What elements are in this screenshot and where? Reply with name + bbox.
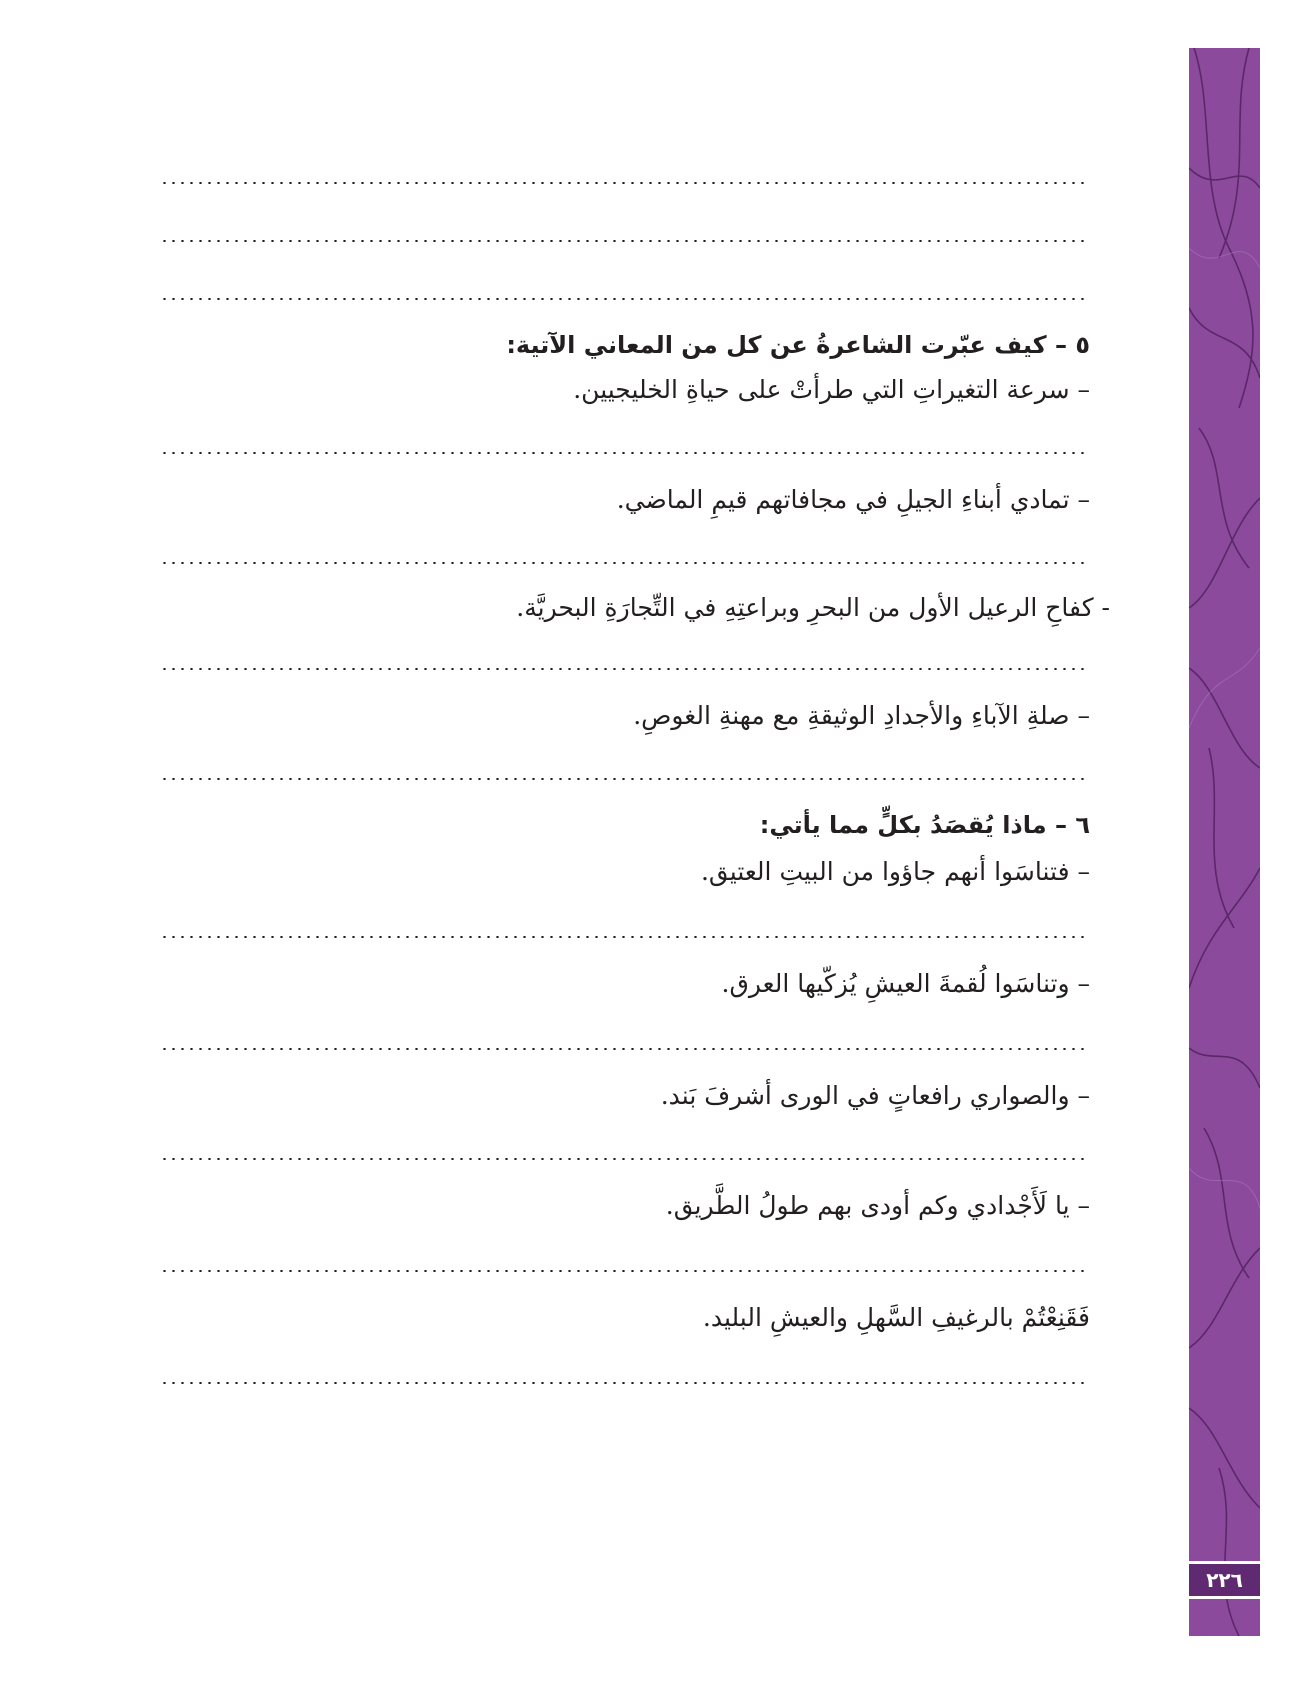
answer-line[interactable] (160, 778, 1090, 780)
answer-line[interactable] (160, 1158, 1090, 1160)
question-item: – سرعة التغيراتِ التي طرأتْ على حياةِ الخليجيين. (573, 375, 1090, 404)
answer-line[interactable] (160, 298, 1090, 300)
answer-line[interactable] (160, 1270, 1090, 1272)
question-5: ٥ – كيف عبّرت الشاعرةُ عن كل من المعاني الآتية: (506, 331, 1090, 359)
band-pattern-icon (1189, 48, 1260, 1636)
question-item: – صلةِ الآباءِ والأجدادِ الوثيقةِ مع مهنةِ الغوصِ. (633, 701, 1090, 730)
exercise-content (160, 150, 1110, 1384)
answer-line[interactable] (160, 936, 1090, 938)
question-text: كيف عبّرت الشاعرةُ عن كل من المعاني الآتية: (506, 331, 1047, 359)
answer-line[interactable] (160, 668, 1090, 670)
page-number: ٢٢٦ (1206, 1568, 1243, 1592)
page-number-box (1189, 1561, 1260, 1599)
question-item: – والصواري رافعاتٍ في الورى أشرفَ بَند. (660, 1081, 1090, 1110)
question-number: ٥ (1075, 331, 1090, 359)
question-item: – فتناسَوا أنهم جاؤوا من البيتِ العتيق. (700, 857, 1090, 886)
answer-line[interactable] (160, 182, 1090, 184)
answer-line[interactable] (160, 240, 1090, 242)
question-item: - كفاحِ الرعيل الأول من البحرِ وبراعتِهِ في التِّجارَةِ البحريَّة. (516, 593, 1110, 622)
answer-line[interactable] (160, 452, 1090, 454)
question-item: – وتناسَوا لُقمةَ العيشِ يُزكّيها العرق. (721, 969, 1090, 998)
question-item: – تمادي أبناءِ الجيلِ في مجافاتهم قيمِ الماضي. (616, 485, 1090, 514)
question-number: ٦ (1075, 811, 1090, 839)
answer-line[interactable] (160, 562, 1090, 564)
answer-line[interactable] (160, 1382, 1090, 1384)
answer-line[interactable] (160, 1048, 1090, 1050)
question-item: فَقَنِعْتُمْ بالرغيفِ السَّهلِ والعيشِ البليد. (702, 1303, 1090, 1332)
question-item: – يا لَأَجْدادي وكم أودى بهم طولُ الطَّريق. (665, 1191, 1090, 1220)
decorative-side-band (1189, 48, 1260, 1636)
question-6: ٦ – ماذا يُقصَدُ بكلٍّ مما يأتي: (759, 811, 1090, 839)
question-text: ماذا يُقصَدُ بكلٍّ مما يأتي: (759, 811, 1047, 839)
